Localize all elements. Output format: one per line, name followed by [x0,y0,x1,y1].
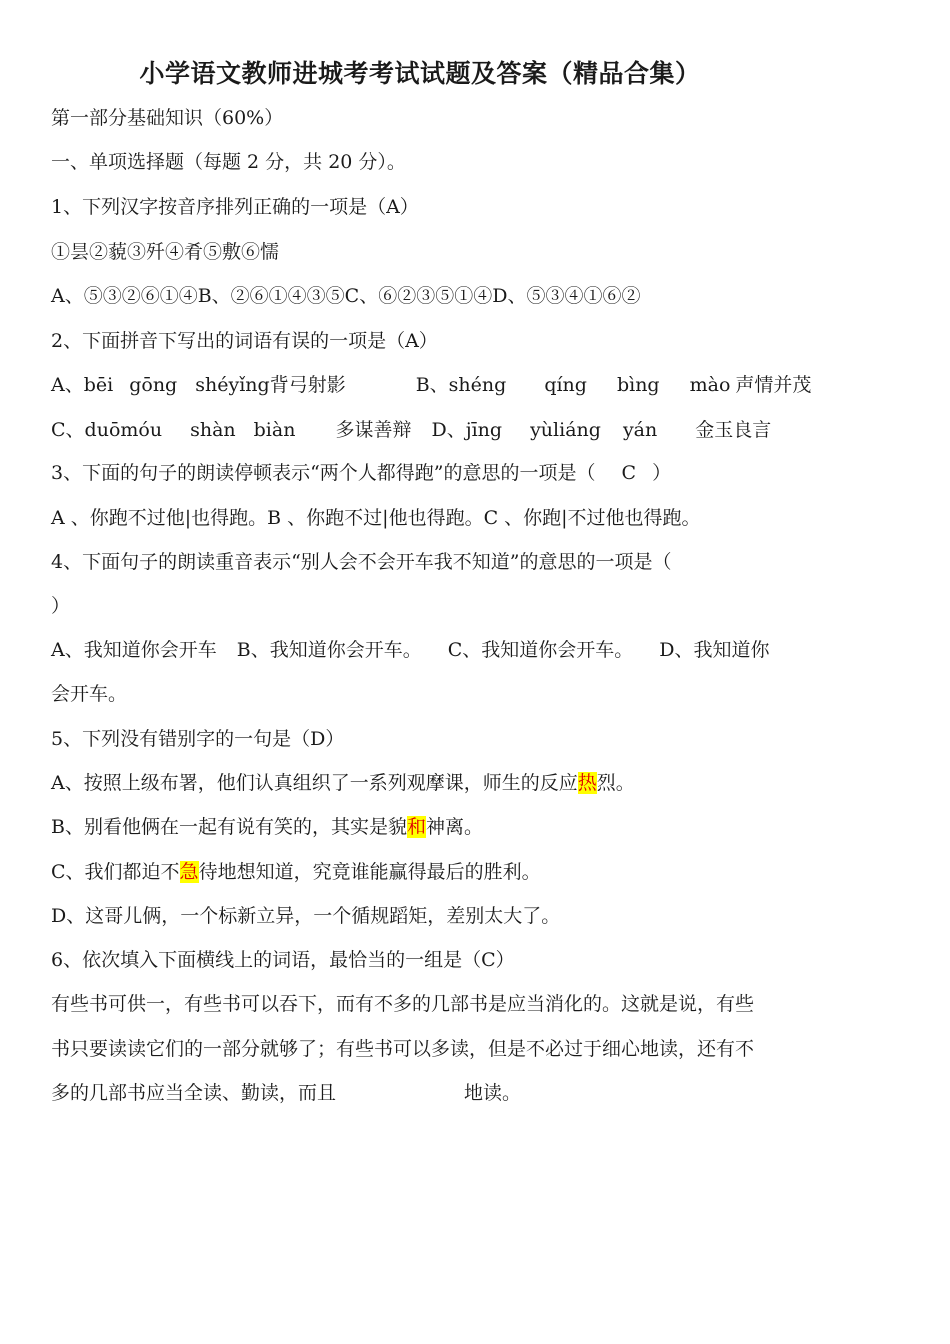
question-6-para-2: 书只要读读它们的一部分就够了；有些书可以多读，但是不必过于细心地读，还有不 [51,1038,755,1060]
option-c-label: C、 [51,419,85,441]
answer: C [621,462,637,484]
pinyin: jīng [465,419,503,441]
option-d-label: D、 [431,419,466,441]
word: 背弓射影 [269,374,346,396]
question-6-para-3: 多的几部书应当全读、勤读，而且 地读。 [51,1082,522,1104]
question-5-option-c: C、我们都迫不急待地想知道，究竟谁能赢得最后的胜利。 [51,861,541,883]
pinyin: shàn [190,419,236,441]
question-5-stem: 5、下列没有错别字的一句是（D） [51,728,345,750]
pinyin: duōmóu [84,419,163,441]
pinyin: biàn [253,419,296,441]
pinyin: gōng [129,374,178,396]
question-4-options-cont: 会开车。 [51,683,128,705]
question-4-stem: 4、下面句子的朗读重音表示“别人会不会开车我不知道”的意思的一项是（ [51,551,672,573]
pinyin: bìng [616,374,660,396]
question-4-options: A、我知道你会开车 B、我知道你会开车。 C、我知道你会开车。 D、我知道你 [51,639,770,661]
word: 多谋善辩 [335,419,412,441]
section-heading: 一、单项选择题（每题 2 分，共 20 分）。 [51,151,406,173]
pinyin: shéng [448,374,507,396]
question-5-option-b: B、别看他俩在一起有说有笑的，其实是貌和神离。 [51,816,483,838]
option-a-label: A、 [51,374,84,396]
question-3-options: A 、你跑不过他|也得跑。B 、你跑不过|他也得跑。C 、你跑|不过他也得跑。 [51,507,701,529]
document-title: 小学语文教师进城考考试试题及答案（精品合集） [139,59,701,88]
pinyin: bēi [83,374,114,396]
word: 声情并茂 [735,374,812,396]
question-1-options: A、⑤③②⑥①④B、②⑥①④③⑤C、⑥②③⑤①④D、⑤③④①⑥② [51,285,641,307]
pinyin: yùliáng [530,419,601,441]
option-b-label: B、 [415,374,449,396]
question-1-stem: 1、下列汉字按音序排列正确的一项是（A） [51,196,419,218]
highlight: 和 [406,816,426,838]
pinyin: shéyǐng [195,374,270,396]
question-2-stem: 2、下面拼音下写出的词语有误的一项是（A） [51,330,438,352]
part-heading: 第一部分基础知识（60%） [51,107,284,129]
question-5-option-a: A、按照上级布署，他们认真组织了一系列观摩课，师生的反应热烈。 [51,772,635,794]
question-6-stem: 6、依次填入下面横线上的词语，最恰当的一组是（C） [51,949,515,971]
word: 金玉良言 [695,419,772,441]
pinyin: mào [689,374,731,396]
question-4-stem-close: ） [51,595,71,617]
question-6-para-1: 有些书可供一，有些书可以吞下，而有不多的几部书是应当消化的。这就是说，有些 [51,993,755,1015]
pinyin: qíng [544,374,587,396]
highlight: 急 [179,861,199,883]
question-1-chars: ①昙②藐③歼④肴⑤敷⑥懦 [51,241,280,263]
question-5-option-d: D、这哥儿俩，一个标新立异，一个循规蹈矩，差别太大了。 [51,905,561,927]
pinyin: yán [622,419,658,441]
highlight: 热 [577,772,597,794]
question-2-options-cd [51,418,771,442]
question-3-stem: 3、下面的句子的朗读停顿表示“两个人都得跑”的意思的一项是（ C ） [51,462,672,484]
question-2-options-ab [51,373,811,397]
